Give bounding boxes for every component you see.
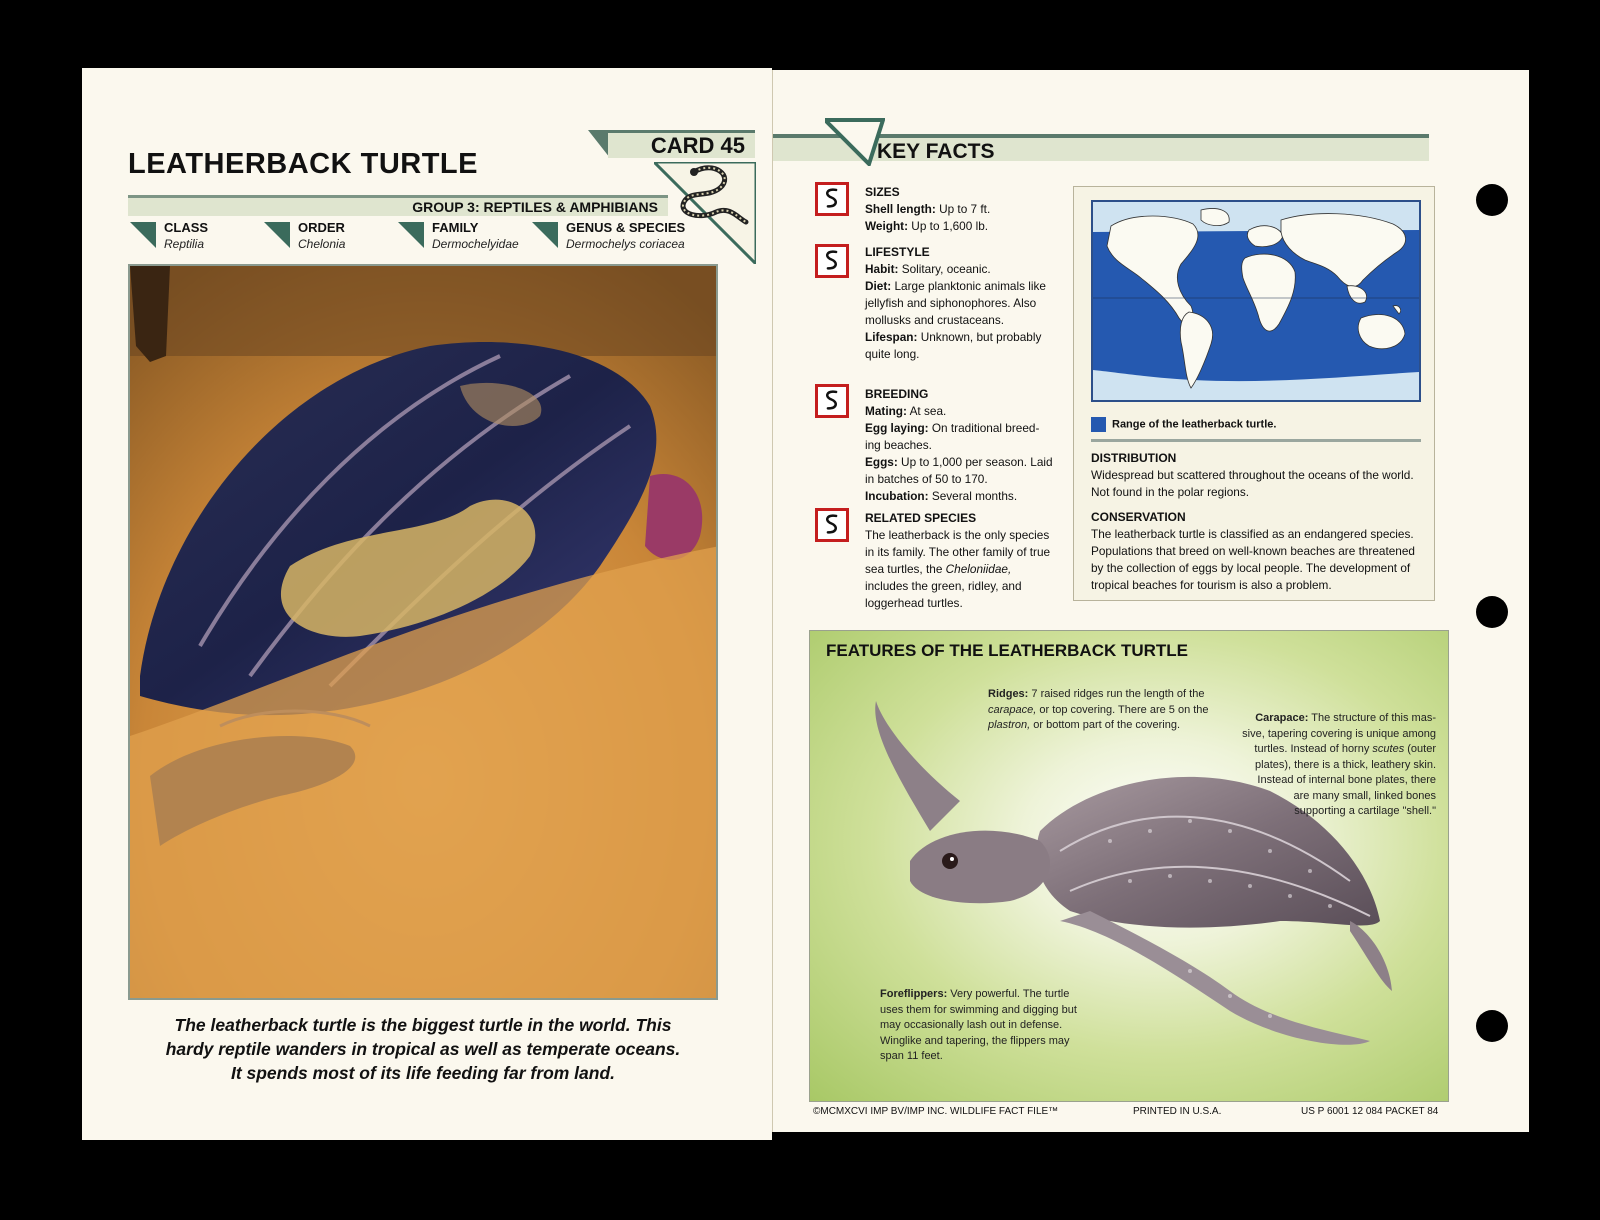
foreflippers-note: Foreflippers: Very powerful. The turtle uses them for swimming and digging but may occasionally lash out in defense. Winglike and tapering, the flippers may span 11 feet. bbox=[880, 988, 1077, 1062]
lifestyle-block bbox=[865, 244, 1055, 363]
fact-line: Incubation: Several months. bbox=[865, 489, 1018, 503]
taxonomy-marker bbox=[130, 222, 156, 248]
related-species-heading: RELATED SPECIES bbox=[865, 511, 977, 525]
breeding-heading: BREEDING bbox=[865, 387, 929, 401]
taxonomy-label: FAMILY bbox=[432, 220, 479, 235]
distribution-block bbox=[1091, 450, 1427, 501]
binder-hole bbox=[1476, 596, 1508, 628]
caption-line: It spends most of its life feeding far from land. bbox=[230, 1063, 616, 1083]
key-facts-wedge bbox=[825, 118, 885, 166]
distribution-text: Widespread but scattered throughout the oceans of the world. Not found in the polar regions. bbox=[1091, 468, 1414, 499]
lifestyle-heading: LIFESTYLE bbox=[865, 245, 930, 259]
map-legend bbox=[1091, 417, 1276, 432]
taxonomy-value: Chelonia bbox=[298, 237, 346, 251]
taxonomy-label: GENUS & SPECIES bbox=[566, 220, 686, 235]
breeding-block bbox=[865, 386, 1055, 505]
binder-hole bbox=[1476, 1010, 1508, 1042]
turtle-photo bbox=[128, 264, 718, 1000]
card-number-tab bbox=[608, 130, 755, 158]
footer-copyright: ©MCMXCVI IMP BV/IMP INC. WILDLIFE FACT FILE™ bbox=[813, 1106, 1059, 1117]
carapace-note: Carapace: The structure of this mas- sive, tapering covering is unique among turtles. Instead of horny scutes (outer plates), there is a thick, leathery skin. Instead of internal bone plates, there are many small, linked bones supporting a cartilage "shell." bbox=[1242, 712, 1436, 817]
taxonomy-value: Reptilia bbox=[164, 237, 205, 251]
snake-icon bbox=[815, 182, 849, 216]
snake-icon bbox=[815, 244, 849, 278]
left-card bbox=[82, 68, 772, 1140]
related-species-block bbox=[865, 510, 1055, 612]
sizes-heading: SIZES bbox=[865, 185, 900, 199]
fact-line: Eggs: Up to 1,000 per season. Laid in batches of 50 to 170. bbox=[865, 455, 1053, 486]
range-map bbox=[1091, 200, 1421, 402]
taxonomy-marker bbox=[532, 222, 558, 248]
features-title: FEATURES OF THE LEATHERBACK TURTLE bbox=[826, 641, 1189, 660]
fact-line: Habit: Solitary, oceanic. bbox=[865, 262, 991, 276]
taxonomy-marker bbox=[398, 222, 424, 248]
fact-line: Mating: At sea. bbox=[865, 404, 947, 418]
caption-line: The leatherback turtle is the biggest turtle in the world. This bbox=[174, 1015, 672, 1035]
turtle-photo-illustration bbox=[130, 266, 718, 1000]
taxonomy-label: ORDER bbox=[298, 220, 345, 235]
group-bar bbox=[128, 195, 668, 216]
key-facts-title: KEY FACTS bbox=[877, 140, 995, 163]
features-panel bbox=[809, 630, 1449, 1102]
conservation-block bbox=[1091, 509, 1427, 594]
distribution-panel bbox=[1073, 186, 1435, 601]
taxonomy-value: Dermochelys coriacea bbox=[566, 237, 685, 251]
conservation-heading: CONSERVATION bbox=[1091, 510, 1186, 524]
taxonomy-label: CLASS bbox=[164, 220, 209, 235]
distribution-heading: DISTRIBUTION bbox=[1091, 451, 1177, 465]
sizes-block bbox=[865, 184, 1055, 235]
conservation-text: The leatherback turtle is classified as an endangered species. Populations that breed on well-known beaches are threatened by the collection of eggs by local people. The development of tropical beaches for tourism is also a problem. bbox=[1091, 527, 1415, 592]
group-label: GROUP 3: REPTILES & AMPHIBIANS bbox=[412, 199, 658, 215]
divider bbox=[1091, 439, 1421, 442]
photo-caption bbox=[128, 1013, 718, 1085]
card-number: CARD 45 bbox=[650, 133, 745, 158]
caption-line: hardy reptile wanders in tropical as well as temperate oceans. bbox=[165, 1039, 681, 1059]
fact-line: Diet: Large planktonic animals like jellyfish and siphonophores. Also mollusks and crustaceans. bbox=[865, 279, 1046, 327]
world-map-illustration bbox=[1093, 202, 1419, 400]
range-swatch bbox=[1091, 417, 1106, 432]
fact-line: Weight: Up to 1,600 lb. bbox=[865, 219, 989, 233]
card-title: LEATHERBACK TURTLE bbox=[128, 148, 478, 180]
taxonomy-value: Dermochelyidae bbox=[432, 237, 519, 251]
footer-code: US P 6001 12 084 PACKET 84 bbox=[1301, 1106, 1439, 1117]
ridges-note: Ridges: 7 raised ridges run the length of the carapace, or top covering. There are 5 on the plastron, or bottom part of the covering. bbox=[988, 688, 1209, 731]
card-tab-corner bbox=[588, 130, 610, 158]
map-legend-label: Range of the leatherback turtle. bbox=[1112, 418, 1277, 431]
related-species-text: The leatherback is the only species in its family. The other family of true sea turtles, the Cheloniidae, includes the green, ridley, and loggerhead turtles. bbox=[865, 528, 1051, 610]
snake-icon bbox=[815, 508, 849, 542]
footer-printed: PRINTED IN U.S.A. bbox=[1133, 1106, 1222, 1117]
fact-line: Shell length: Up to 7 ft. bbox=[865, 202, 991, 216]
fact-line: Egg laying: On traditional breed- ing beaches. bbox=[865, 421, 1040, 452]
binder-hole bbox=[1476, 184, 1508, 216]
right-card bbox=[772, 70, 1529, 1132]
fact-line: Lifespan: Unknown, but probably quite long. bbox=[865, 330, 1042, 361]
taxonomy-marker bbox=[264, 222, 290, 248]
snake-icon bbox=[815, 384, 849, 418]
